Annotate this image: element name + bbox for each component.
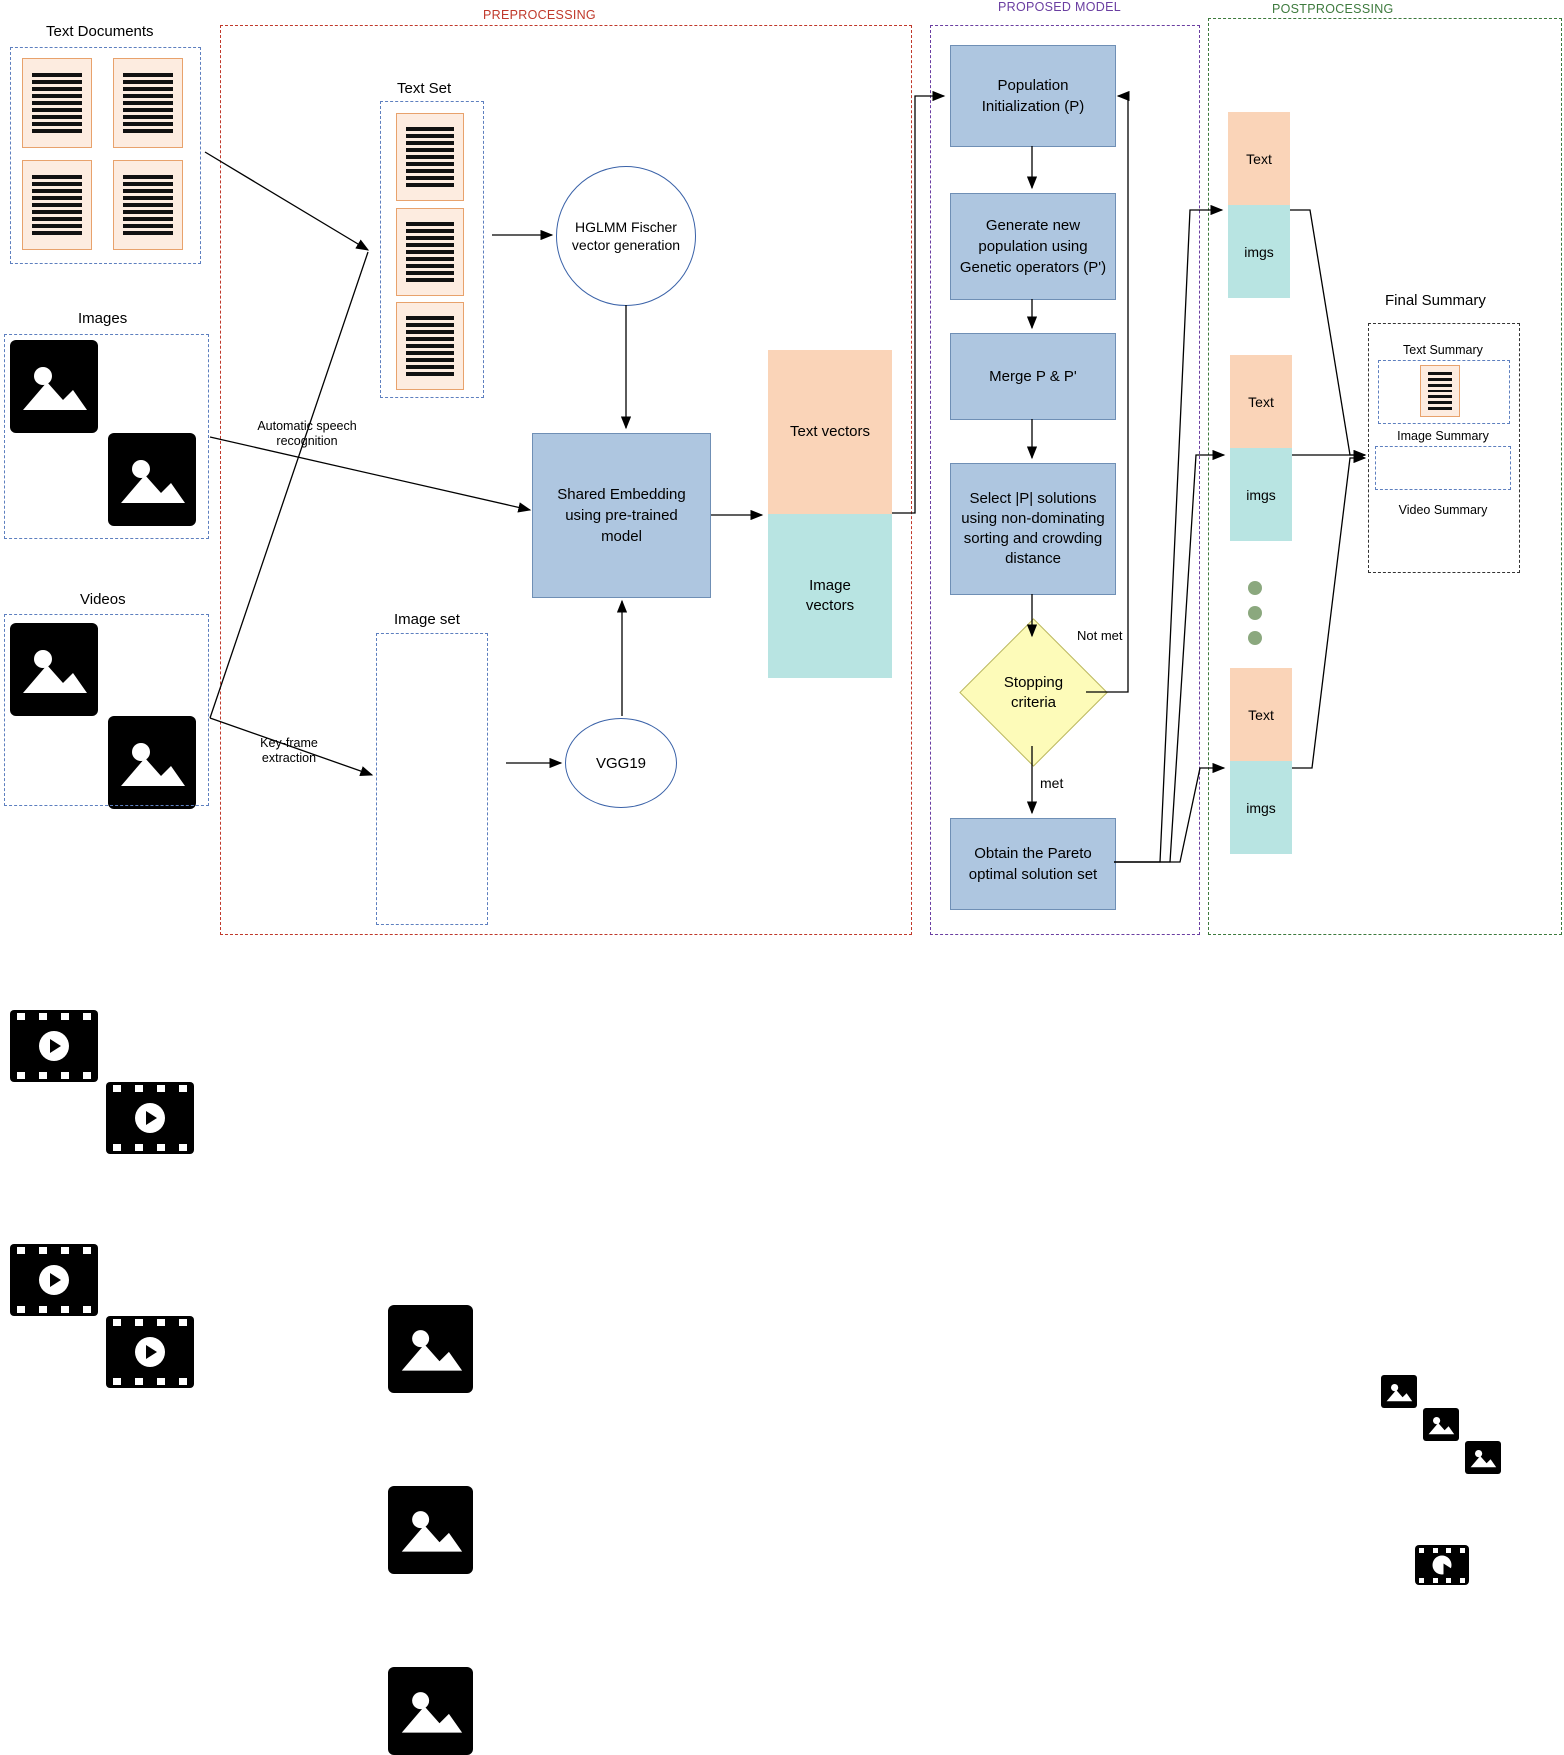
shared-embedding-node xyxy=(532,433,711,598)
merge-node xyxy=(950,333,1116,420)
asr-label: Automatic speech recognition xyxy=(257,419,357,448)
videos-label: Videos xyxy=(80,591,126,608)
text-summary-doc xyxy=(1420,365,1460,417)
image-set-thumb xyxy=(388,1486,473,1574)
solution-card-imgs-label: imgs xyxy=(1244,243,1274,260)
population-init-label: Population Initialization (P) xyxy=(981,77,1085,115)
not-met-label: Not met xyxy=(1077,628,1123,643)
keyframe-label: Key-frame extraction xyxy=(260,736,318,765)
text-set-label: Text Set xyxy=(397,80,452,97)
ellipsis-dot xyxy=(1248,631,1262,645)
video-summary-thumb xyxy=(1415,1545,1469,1585)
solution-card-imgs-label: imgs xyxy=(1246,799,1276,816)
image-set-label: Image set xyxy=(394,611,460,628)
vgg19-label: VGG19 xyxy=(595,754,647,772)
image-set-thumb xyxy=(388,1667,473,1755)
image-set-group xyxy=(376,633,488,925)
text-document-thumb xyxy=(113,160,183,250)
text-document-thumb xyxy=(22,58,92,148)
image-thumb xyxy=(10,340,98,433)
image-summary-thumb xyxy=(1381,1375,1417,1408)
obtain-pareto-label: Obtain the Pareto optimal solution set xyxy=(968,845,1098,883)
met-label: met xyxy=(1040,775,1064,791)
video-thumb xyxy=(106,1082,194,1154)
image-thumb xyxy=(108,433,196,526)
text-set-doc xyxy=(396,302,464,390)
text-document-thumb xyxy=(22,160,92,250)
proposed-model-label: PROPOSED MODEL xyxy=(998,0,1121,14)
text-set-doc xyxy=(396,113,464,201)
solution-card-text-label: Text xyxy=(1248,393,1274,410)
solution-card-imgs xyxy=(1230,448,1292,541)
select-node xyxy=(950,463,1116,595)
solution-card-imgs-label: imgs xyxy=(1246,486,1276,503)
hglmm-node xyxy=(556,166,696,306)
select-label: Select |P| solutions using non-dominating sorting and crowding distance xyxy=(961,490,1105,567)
merge-label: Merge P & P' xyxy=(989,368,1077,385)
solution-card-imgs xyxy=(1230,761,1292,854)
final-summary-label: Final Summary xyxy=(1385,292,1486,309)
text-documents-label: Text Documents xyxy=(46,23,154,40)
postprocessing-label: POSTPROCESSING xyxy=(1272,2,1394,16)
videos-group xyxy=(4,614,209,806)
solution-card-text-label: Text xyxy=(1246,150,1272,167)
preprocessing-label: PREPROCESSING xyxy=(483,8,596,22)
image-summary-thumb xyxy=(1423,1408,1459,1441)
image-summary-label: Image Summary xyxy=(1397,429,1489,443)
image-summary-thumb xyxy=(1465,1441,1501,1474)
images-label: Images xyxy=(78,310,128,327)
hglmm-label: HGLMM Fischer vector generation xyxy=(571,219,681,253)
image-set-thumb xyxy=(388,1305,473,1393)
vgg19-node xyxy=(565,718,677,808)
text-vectors-label: Text vectors xyxy=(789,423,871,440)
solution-card-text-label: Text xyxy=(1248,706,1274,723)
text-summary-label: Text Summary xyxy=(1403,343,1483,357)
stopping-criteria-label: Stopping criteria xyxy=(1003,673,1064,711)
obtain-pareto-node xyxy=(950,818,1116,910)
solution-card-text xyxy=(1230,355,1292,448)
shared-embedding-label: Shared Embedding using pre-trained model xyxy=(557,486,686,545)
video-summary-label: Video Summary xyxy=(1398,503,1488,517)
generate-new-label: Generate new population using Genetic operators (P') xyxy=(959,217,1107,276)
solution-card-text xyxy=(1230,668,1292,761)
text-document-thumb xyxy=(113,58,183,148)
text-vectors-node xyxy=(768,350,892,514)
image-vectors-node xyxy=(768,514,892,678)
solution-card-text xyxy=(1228,112,1290,205)
generate-new-node xyxy=(950,193,1116,300)
video-thumb xyxy=(10,1244,98,1316)
ellipsis-dot xyxy=(1248,581,1262,595)
ellipsis-dot xyxy=(1248,606,1262,620)
image-vectors-label: Image vectors xyxy=(805,577,855,614)
video-thumb xyxy=(10,1010,98,1082)
text-set-doc xyxy=(396,208,464,296)
image-summary-group xyxy=(1375,446,1511,490)
video-thumb xyxy=(106,1316,194,1388)
population-init-node xyxy=(950,45,1116,147)
solution-card-imgs xyxy=(1228,205,1290,298)
